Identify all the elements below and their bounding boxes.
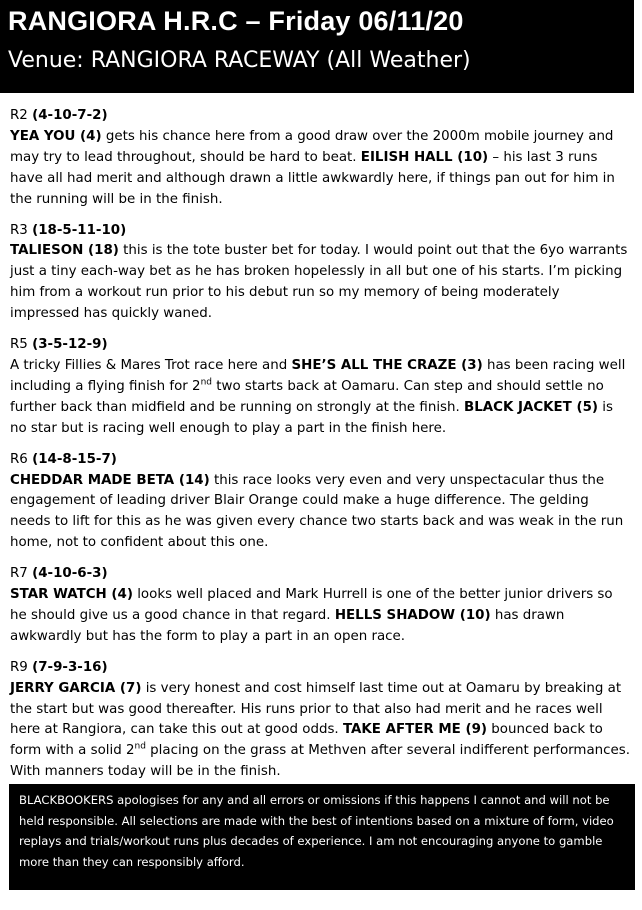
race-heading	[10, 221, 630, 242]
horse-name: CHEDDAR MADE BETA (14)	[10, 472, 210, 488]
horse-name: JERRY GARCIA (7)	[10, 680, 142, 696]
commentary-text: – his last 3 runs have all had merit and although drawn a little awkwardly here, if things pan out for him in the running will be in the finish.	[10, 149, 615, 207]
race-commentary	[10, 585, 630, 648]
race-commentary	[10, 679, 630, 784]
race-picks: (7-9-3-16)	[32, 659, 108, 675]
race-number: R3	[10, 222, 28, 238]
race-tips-list	[10, 106, 630, 793]
race-number: R5	[10, 337, 28, 353]
commentary-text: bounced back to form with a solid 2	[10, 722, 603, 759]
race-commentary	[10, 471, 630, 555]
commentary-text: this race looks very even and very unspectacular thus the engagement of leading driver Blair Orange could make a huge difference. The gelding needs to lift for this as he was given every chance two starts back and was weak in the run home, not to confident about this one.	[10, 472, 624, 551]
commentary-text: two starts back at Oamaru. Can step and should settle no further back than midfield and be running on strongly at the finish.	[10, 378, 604, 415]
commentary-text: this is the tote buster bet for today. I would point out that the 6yo warrants just a tiny each-way bet as he has broken hopelessly in all but one of his starts. I’m picking him from a workout run prior to his debut run so my memory of being moderately impressed has quickly waned.	[10, 243, 628, 322]
race-tip-r6	[10, 450, 630, 555]
horse-name: STAR WATCH (4)	[10, 587, 133, 603]
race-tip-r9	[10, 658, 630, 783]
race-commentary	[10, 356, 630, 440]
race-heading	[10, 564, 630, 585]
race-commentary	[10, 127, 630, 211]
ordinal-suffix: nd	[200, 377, 212, 388]
horse-name: BLACK JACKET (5)	[464, 399, 599, 415]
commentary-text: placing on the grass at Methven after several indifferent performances. With manners today will be in the finish.	[10, 743, 630, 780]
commentary-text: gets his chance here from a good draw over the 2000m mobile journey and may try to lead throughout, should be hard to beat.	[10, 128, 614, 165]
race-picks: (4-10-7-2)	[32, 108, 108, 123]
race-number: R9	[10, 659, 28, 675]
race-tip-r5	[10, 335, 630, 440]
race-picks: (14-8-15-7)	[32, 451, 117, 467]
race-commentary	[10, 241, 630, 325]
race-heading	[10, 450, 630, 471]
commentary-text: has drawn awkwardly but has the form to play a part in an open race.	[10, 607, 565, 644]
commentary-text: A tricky Fillies & Mares Trot race here and	[10, 357, 292, 373]
disclaimer-box: BLACKBOOKERS apologises for any and all errors or omissions if this happens I cannot and will not be held responsible. All selections are made with the best of intentions based on a mixture of form, video replays and trials/workout runs plus decades of experience. I am not encouraging anyone to gamble more than they can responsibly afford.	[9, 784, 635, 890]
race-tip-r2	[10, 106, 630, 211]
race-number: R2	[10, 108, 28, 123]
commentary-text: has been racing well including a flying finish for 2	[10, 357, 626, 394]
venue-subtitle: Venue: RANGIORA RACEWAY (All Weather)	[8, 48, 471, 73]
race-picks: (18-5-11-10)	[32, 222, 127, 238]
horse-name: YEA YOU (4)	[10, 128, 102, 144]
horse-name: HELLS SHADOW (10)	[334, 607, 491, 623]
race-heading	[10, 335, 630, 356]
commentary-text: is no star but is racing well enough to play a part in the finish here.	[10, 399, 614, 436]
race-picks: (3-5-12-9)	[32, 337, 108, 353]
horse-name: TALIESON (18)	[10, 243, 119, 259]
race-number: R7	[10, 566, 28, 582]
race-heading	[10, 106, 630, 127]
commentary-text: looks well placed and Mark Hurrell is one of the better junior drivers so he should give us a good chance in that regard.	[10, 587, 613, 623]
commentary-text: is very honest and cost himself last time out at Oamaru by breaking at the start but was good thereafter. His runs prior to that also had merit and he races well here at Rangiora, can take this out at good odds.	[10, 680, 622, 738]
race-heading	[10, 658, 630, 679]
race-number: R6	[10, 451, 28, 467]
race-tip-r7	[10, 564, 630, 648]
page-title: RANGIORA H.R.C – Friday 06/11/20	[8, 6, 464, 36]
horse-name: TAKE AFTER ME (9)	[342, 722, 488, 738]
race-tip-r3	[10, 221, 630, 326]
horse-name: SHE’S ALL THE CRAZE (3)	[291, 357, 483, 373]
ordinal-suffix: nd	[134, 741, 146, 752]
page-header	[0, 0, 634, 93]
horse-name: EILISH HALL (10)	[360, 149, 489, 165]
race-picks: (4-10-6-3)	[32, 566, 108, 582]
